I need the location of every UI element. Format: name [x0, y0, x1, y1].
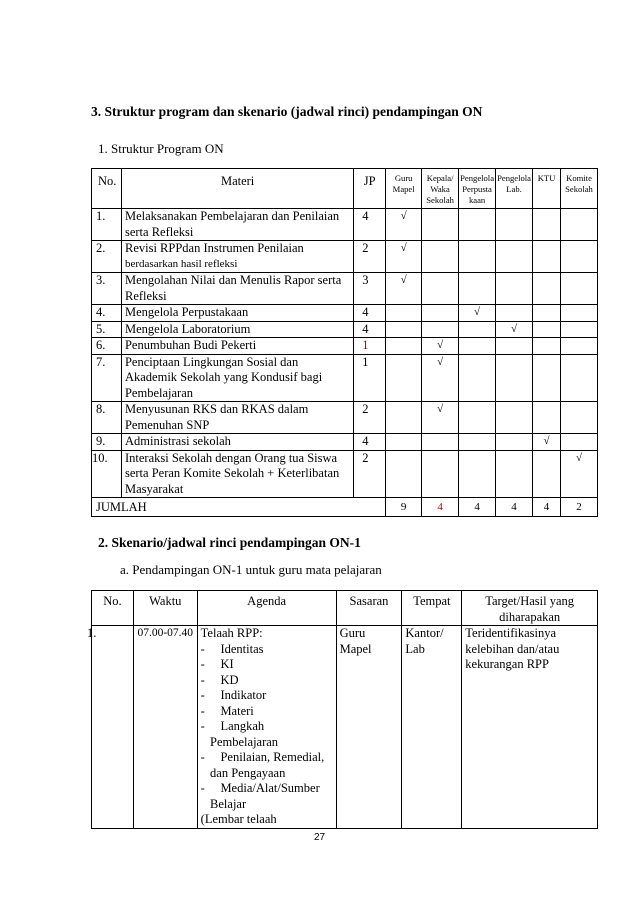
agenda-line: - Indikator: [200, 688, 267, 702]
check-cell: [386, 450, 422, 498]
agenda-line: (Lembar telaah: [200, 812, 277, 826]
check-cell: [561, 273, 598, 305]
check-cell: √: [561, 450, 598, 498]
agenda-line: - Penilaian, Remedial,: [200, 750, 325, 764]
agenda-line: Belajar: [200, 796, 247, 811]
agenda-line: dan Pengayaan: [200, 765, 286, 780]
check-cell: √: [422, 338, 459, 355]
table-row: [92, 209, 598, 241]
row-no: 2.: [92, 241, 122, 273]
check-cell: [386, 402, 422, 434]
table-row: [92, 305, 598, 322]
check-cell: [496, 305, 533, 322]
row-no: 5.: [92, 321, 122, 338]
table-row: [92, 321, 598, 338]
check-cell: [386, 305, 422, 322]
agenda-line: - Langkah: [200, 719, 265, 733]
jumlah-kepala: 4: [422, 498, 459, 517]
check-cell: [561, 402, 598, 434]
agenda-line: - KI: [200, 657, 234, 671]
check-cell: [459, 450, 496, 498]
table-row: [92, 241, 598, 273]
row-jp: 3: [354, 273, 386, 305]
table-row: [92, 338, 598, 355]
header-waktu: Waktu: [133, 591, 197, 626]
check-cell: [496, 338, 533, 355]
row-target: Teridentifikasinya kelebihan dan/atau kekurangan RPP: [462, 626, 598, 829]
agenda-line: - Materi: [200, 703, 254, 718]
check-cell: [459, 338, 496, 355]
check-cell: [496, 434, 533, 451]
check-cell: [561, 305, 598, 322]
check-cell: [422, 434, 459, 451]
row-jp: 4: [354, 434, 386, 451]
jumlah-ktu: 4: [533, 498, 561, 517]
header-guru: Guru Mapel: [386, 169, 422, 209]
schedule-row: [92, 626, 598, 829]
check-cell: [459, 402, 496, 434]
agenda-line: - Identitas: [200, 641, 264, 656]
header-ktu: KTU: [533, 169, 561, 209]
check-cell: [386, 434, 422, 451]
check-cell: [386, 321, 422, 338]
jumlah-row: [92, 498, 598, 517]
table-row: [92, 402, 598, 434]
header-tempat: Tempat: [402, 591, 462, 626]
check-cell: [459, 209, 496, 241]
schedule-table: [87, 590, 598, 829]
table-row: [92, 434, 598, 451]
row-materi: Penumbuhan Budi Pekerti: [121, 338, 353, 355]
check-cell: [496, 209, 533, 241]
row-no: 8.: [92, 402, 122, 434]
check-cell: [561, 354, 598, 402]
check-cell: [459, 354, 496, 402]
header-perpus: Pengelola Perpusta kaan: [459, 169, 496, 209]
header-no: No.: [92, 169, 122, 209]
header-jp: JP: [354, 169, 386, 209]
row-no: 4.: [92, 305, 122, 322]
header-kepala: Kepala/ Waka Sekolah: [422, 169, 459, 209]
row-no: 7.: [92, 354, 122, 402]
check-cell: [496, 450, 533, 498]
table-header-row: [92, 169, 598, 209]
row-materi: Mengolahan Nilai dan Menulis Rapor serta Refleksi: [121, 273, 353, 305]
check-cell: [561, 321, 598, 338]
check-cell: [422, 450, 459, 498]
row-no: 1.: [92, 626, 134, 829]
row-materi: Penciptaan Lingkungan Sosial dan Akademik Sekolah yang Kondusif bagi Pembelajaran: [121, 354, 353, 402]
row-jp: 2: [354, 450, 386, 498]
row-materi: Menyusunan RKS dan RKAS dalam Pemenuhan SNP: [121, 402, 353, 434]
check-cell: [533, 305, 561, 322]
check-cell: [496, 354, 533, 402]
row-materi: Interaksi Sekolah dengan Orang tua Siswa serta Peran Komite Sekolah + Keterlibatan Masyarakat: [121, 450, 353, 498]
program-structure-table: [91, 168, 598, 517]
check-cell: [422, 321, 459, 338]
agenda-line: - KD: [200, 672, 239, 687]
agenda-line: Telaah RPP:: [200, 626, 263, 640]
row-no: 10.: [92, 450, 122, 498]
row-jp: 4: [354, 321, 386, 338]
jumlah-lab: 4: [496, 498, 533, 517]
check-cell: √: [422, 402, 459, 434]
agenda-line: - Media/Alat/Sumber: [200, 781, 320, 795]
check-cell: [561, 434, 598, 451]
check-cell: [533, 321, 561, 338]
section3-title: 3. Struktur program dan skenario (jadwal rinci) pendampingan ON: [91, 104, 483, 119]
section2-title: 2. Skenario/jadwal rinci pendampingan ON-1: [98, 535, 361, 550]
check-cell: [422, 273, 459, 305]
row-no: 3.: [92, 273, 122, 305]
check-cell: [459, 241, 496, 273]
row-jp: 2: [354, 241, 386, 273]
check-cell: [459, 273, 496, 305]
row-tempat: Kantor/ Lab: [402, 626, 462, 829]
jumlah-perpus: 4: [459, 498, 496, 517]
row-no: 1.: [92, 209, 122, 241]
check-cell: [533, 241, 561, 273]
check-cell: [533, 273, 561, 305]
sub1-title: 1. Struktur Program ON: [98, 141, 224, 156]
row-no: 9.: [92, 434, 122, 451]
row-jp: 1: [354, 354, 386, 402]
check-cell: √: [422, 354, 459, 402]
agenda-line: Pembelajaran: [200, 734, 279, 749]
row-materi: Mengelola Laboratorium: [121, 321, 353, 338]
check-cell: √: [459, 305, 496, 322]
check-cell: [386, 338, 422, 355]
check-cell: [422, 209, 459, 241]
row-jp: 2: [354, 402, 386, 434]
check-cell: √: [386, 209, 422, 241]
check-cell: √: [533, 434, 561, 451]
header-no: No.: [92, 591, 134, 626]
check-cell: √: [386, 273, 422, 305]
row-jp: 1: [354, 338, 386, 355]
check-cell: [561, 241, 598, 273]
row-agenda: [197, 626, 336, 829]
check-cell: √: [496, 321, 533, 338]
check-cell: [561, 209, 598, 241]
check-cell: [533, 450, 561, 498]
check-cell: [533, 354, 561, 402]
jumlah-label: JUMLAH: [92, 498, 386, 517]
check-cell: [496, 273, 533, 305]
check-cell: [422, 305, 459, 322]
row-materi: Administrasi sekolah: [121, 434, 353, 451]
table-row: [92, 354, 598, 402]
check-cell: [422, 241, 459, 273]
check-cell: [496, 402, 533, 434]
row-materi: Revisi RPPdan Instrumen Penilaian berdasarkan hasil refleksi: [121, 241, 353, 273]
check-cell: [533, 209, 561, 241]
row-materi: Melaksanakan Pembelajaran dan Penilaian serta Refleksi: [121, 209, 353, 241]
header-materi: Materi: [121, 169, 353, 209]
row-sasaran: Guru Mapel: [336, 626, 402, 829]
header-sasaran: Sasaran: [336, 591, 402, 626]
check-cell: [533, 338, 561, 355]
check-cell: [496, 241, 533, 273]
row-jp: 4: [354, 209, 386, 241]
check-cell: [386, 354, 422, 402]
jumlah-guru: 9: [386, 498, 422, 517]
check-cell: [533, 402, 561, 434]
check-cell: [561, 338, 598, 355]
schedule-header-row: [92, 591, 598, 626]
sub-a-title: a. Pendampingan ON-1 untuk guru mata pelajaran: [120, 562, 382, 577]
row-materi: Mengelola Perpustakaan: [121, 305, 353, 322]
table-row: [92, 273, 598, 305]
header-komite: Komite Sekolah: [561, 169, 598, 209]
page-number: 27: [314, 832, 326, 843]
row-no: 6.: [92, 338, 122, 355]
header-agenda: Agenda: [197, 591, 336, 626]
check-cell: [459, 321, 496, 338]
table-row: [92, 450, 598, 498]
header-lab: Pengelola Lab.: [496, 169, 533, 209]
row-waktu: 07.00-07.40: [133, 626, 197, 829]
jumlah-komite: 2: [561, 498, 598, 517]
check-cell: [459, 434, 496, 451]
row-jp: 4: [354, 305, 386, 322]
check-cell: √: [386, 241, 422, 273]
header-target: Target/Hasil yang diharapakan: [462, 591, 598, 626]
